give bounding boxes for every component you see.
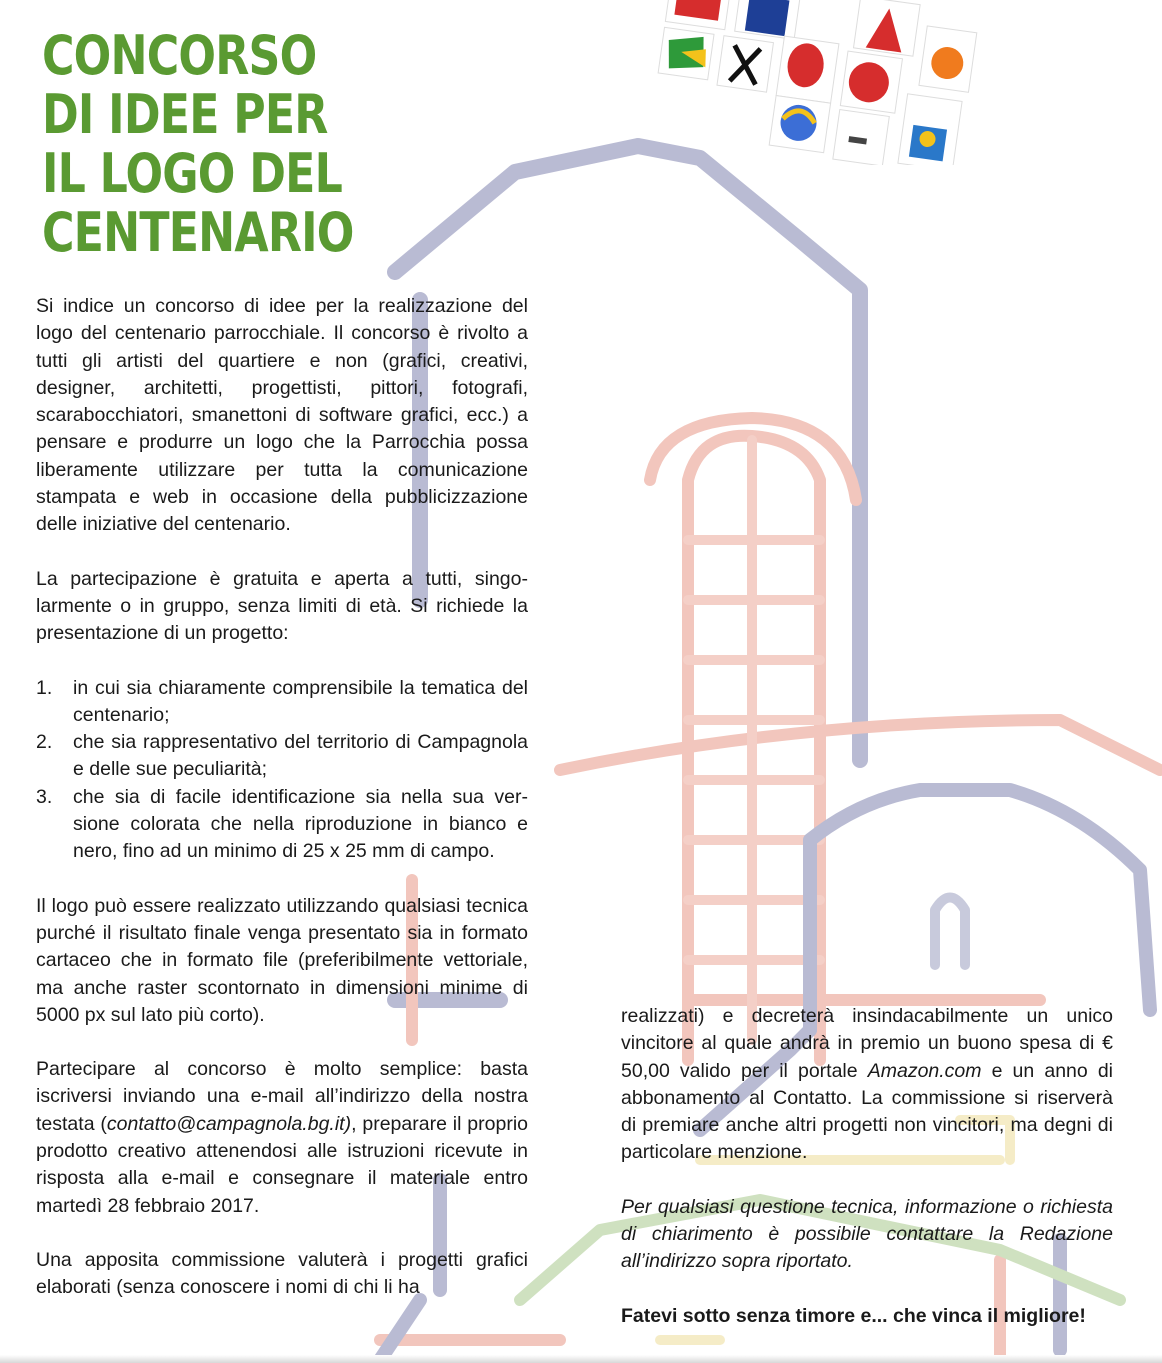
side-window (935, 898, 965, 966)
paragraph-contact: Per qualsiasi questione tecnica, informazione o richiesta di chiarimento è possibile contattare la Redazione all’indirizzo sopra riportato. (621, 1195, 1113, 1273)
email-address: contatto@campagnola.bg.it) (106, 1112, 352, 1135)
paragraph-participation: La partecipazione è gratuita e aperta a tutti, singolarmente o in gruppo, senza limiti di età. Si richiede la presentazione di un progetto: (36, 567, 528, 645)
title-line-2: DI IDEE PER (42, 83, 328, 146)
paragraph-how-to-participate (36, 1056, 528, 1220)
paragraph-text: realizzati) e decreterà insindacabilmente un unico vincitore al quale andrà in premio un buono spesa di € 50,00 valido per il portale (621, 1005, 1113, 1082)
list-item-text: che sia rappresentativo del territorio di Campagnola e delle sue peculiarità; (73, 731, 528, 781)
title-line-4: CENTENARIO (42, 201, 354, 264)
title-line-3: IL LOGO DEL (42, 142, 342, 205)
list-item (36, 729, 528, 784)
paragraph-intro: Si indice un concorso di idee per la realizzazione del logo del centenario parrocchiale. Il concorso è rivolto a tutti gli artisti del quartiere e non (grafici, creativi, designer, architetti, progettisti, pittori, fotografi, scarabocchiatori, smanettoni di software grafici, ecc.) a pensare e produrre un logo che la Parrocchia possa liberamente utilizzare per tutta la comunicazione stampata e web in occasione della pubblicizzazione delle iniziative del centenario. (36, 295, 528, 536)
paragraph-commission: Una apposita commissione valuterà i progetti grafici elaborati (senza conoscere i nomi di chi li ha (36, 1248, 528, 1299)
page-bottom-shadow (0, 1355, 1162, 1363)
list-item-number: 2. (36, 731, 53, 754)
list-item-number: 3. (36, 785, 53, 808)
paragraph-text: Partecipare al concorso è molto semplice: basta iscriversi inviando una e-mail all’indirizzo della nostra testata ( (36, 1058, 528, 1135)
list-item (36, 784, 528, 866)
paragraph-technique: Il logo può essere realizzato utilizzando qualsiasi tecnica purché il risultato finale venga presentato sia in formato cartaceo che in formato file (preferibilmente vettoriale, ma anche raster scontornato in dimensioni minime di 5000 px sul lato più corto). (36, 894, 528, 1026)
title-line-1: CONCORSO (42, 24, 317, 87)
list-item-text: in cui sia chiaramente comprensibile la tematica del centenario; (73, 676, 528, 726)
article-column-left (36, 293, 528, 1302)
paragraph-prize (621, 1003, 1113, 1167)
website-name: Amazon.com (867, 1059, 982, 1082)
requirements-list (36, 675, 528, 866)
article-column-right (621, 1003, 1113, 1330)
list-item-text: che sia di facile identificazione sia nella sua versione colorata che nella riproduzione in bianco e nero, fino ad un minimo di 25 x 25 mm di campo. (73, 785, 528, 863)
list-item (36, 675, 528, 730)
logo-stamps-cluster (640, 0, 980, 165)
paragraph-text: , preparare il proprio prodotto creativo attenendosi alle istruzioni ricevute in risposta alla e-mail e consegnare il materiale entro martedì 28 febbraio 2017. (36, 1112, 528, 1217)
paragraph-text: e un anno di abbonamento al Contatto. La commissione si riserverà di premiare anche altri progetti non vincitori, ma degni di particolare menzione. (621, 1059, 1114, 1164)
paragraph-closing: Fatevi sotto senza timore e... che vinca il migliore! (621, 1304, 1086, 1327)
page-title (42, 26, 354, 262)
list-item-number: 1. (36, 676, 53, 699)
